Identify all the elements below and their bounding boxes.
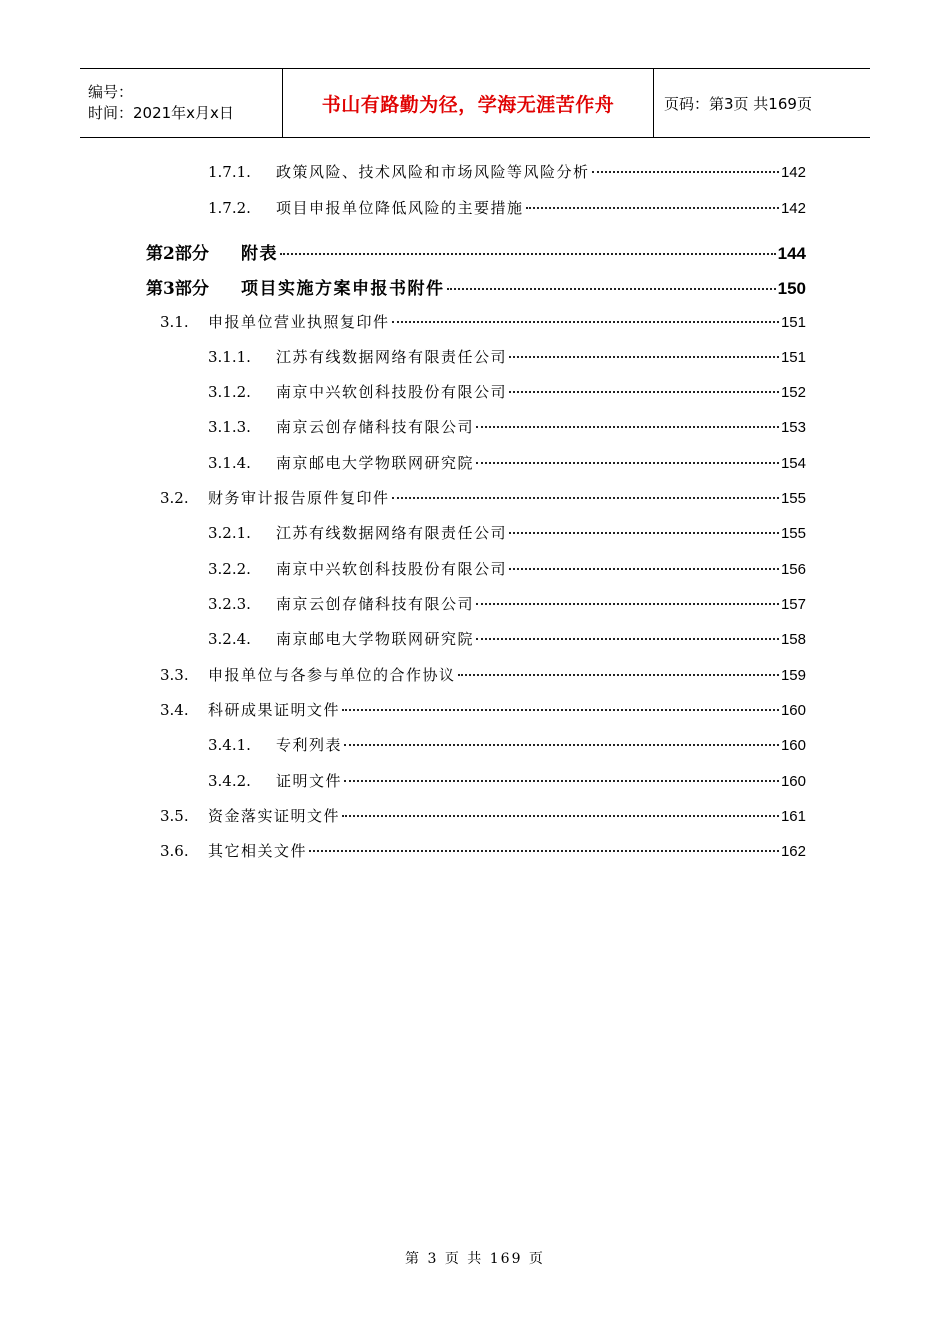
toc-entry[interactable] xyxy=(208,161,806,182)
toc-entry-label: 南京邮电大学物联网研究院 xyxy=(276,454,475,472)
toc-entry-page: 157 xyxy=(780,596,806,613)
toc-entry-number: 3.4. xyxy=(160,701,189,719)
toc-leader-dots xyxy=(509,391,779,393)
toc-entry-number: 3.1.1. xyxy=(208,348,251,366)
toc-entry-page: 159 xyxy=(780,667,806,684)
toc-leader-dots xyxy=(392,321,779,323)
toc-leader-dots xyxy=(342,709,779,711)
toc-entry-page: 152 xyxy=(780,384,806,401)
toc-leader-dots xyxy=(476,638,779,640)
toc-leader-dots xyxy=(476,426,779,428)
toc-entry-number: 1.7.2. xyxy=(208,199,251,217)
toc-entry-page: 160 xyxy=(780,737,806,754)
toc-entry[interactable] xyxy=(208,558,806,579)
toc-entry-label: 南京邮电大学物联网研究院 xyxy=(276,630,475,648)
toc-entry-label: 南京云创存储科技有限公司 xyxy=(276,418,475,436)
toc-entry-number: 3.1.3. xyxy=(208,418,251,436)
toc-entry-number: 3.4.1. xyxy=(208,736,251,754)
toc-part-page: 150 xyxy=(777,279,806,298)
toc-part[interactable] xyxy=(146,239,806,264)
toc-entry-label: 专利列表 xyxy=(276,736,343,754)
toc-entry-page: 151 xyxy=(780,314,806,331)
toc-entry-page: 155 xyxy=(780,490,806,507)
toc-leader-dots xyxy=(309,850,779,852)
toc-entry-page: 158 xyxy=(780,631,806,648)
toc-entry-label: 江苏有线数据网络有限责任公司 xyxy=(276,524,508,542)
toc-entry-number: 3.2.1. xyxy=(208,524,251,542)
toc-entry-page: 153 xyxy=(780,419,806,436)
toc-entry-number: 3.2.2. xyxy=(208,560,251,578)
toc-entry-label: 南京中兴软创科技股份有限公司 xyxy=(276,383,508,401)
toc-entry[interactable] xyxy=(208,593,806,614)
toc-leader-dots xyxy=(458,674,779,676)
toc-entry-label: 项目申报单位降低风险的主要措施 xyxy=(276,199,524,217)
toc-entry-number: 3.4.2. xyxy=(208,772,251,790)
toc-leader-dots xyxy=(280,253,776,255)
code-label: 编号： xyxy=(88,83,134,101)
toc-leader-dots xyxy=(344,780,779,782)
toc-entry-page: 154 xyxy=(780,455,806,472)
toc-entry-number: 3.1.4. xyxy=(208,454,251,472)
toc-entry-page: 156 xyxy=(780,561,806,578)
toc-entry-label: 南京中兴软创科技股份有限公司 xyxy=(276,560,508,578)
toc-leader-dots xyxy=(476,603,779,605)
toc-entry-page: 142 xyxy=(780,164,806,181)
toc-entry[interactable] xyxy=(208,770,806,791)
toc-entry-page: 161 xyxy=(780,808,806,825)
toc-entry[interactable] xyxy=(208,381,806,402)
toc-entry-label: 江苏有线数据网络有限责任公司 xyxy=(276,348,508,366)
toc-entry[interactable] xyxy=(208,346,806,367)
toc-entry[interactable] xyxy=(208,628,806,649)
toc-entry-number: 3.1.2. xyxy=(208,383,251,401)
toc-entry-label: 资金落实证明文件 xyxy=(208,807,341,825)
toc-part-label: 附表 xyxy=(241,244,278,264)
toc-entry[interactable] xyxy=(160,311,806,332)
page-footer: 第 3 页 共 169 页 xyxy=(405,1251,545,1267)
toc-part-number: 第2部分 xyxy=(146,244,209,264)
toc-entry[interactable] xyxy=(160,805,806,826)
toc-entry[interactable] xyxy=(160,487,806,508)
toc-entry-label: 政策风险、技术风险和市场风险等风险分析 xyxy=(276,163,590,181)
toc-entry[interactable] xyxy=(208,416,806,437)
toc-entry-number: 3.2. xyxy=(160,489,189,507)
toc-leader-dots xyxy=(592,171,779,173)
toc-entry-label: 申报单位与各参与单位的合作协议 xyxy=(208,666,456,684)
toc-entry[interactable] xyxy=(208,734,806,755)
toc-entry-number: 3.2.3. xyxy=(208,595,251,613)
toc-entry-label: 其它相关文件 xyxy=(208,842,308,860)
toc-entry-label: 科研成果证明文件 xyxy=(208,701,341,719)
toc-entry-page: 162 xyxy=(780,843,806,860)
toc-entry-page: 160 xyxy=(780,702,806,719)
toc-leader-dots xyxy=(509,356,779,358)
header-meta xyxy=(80,69,282,137)
page-header xyxy=(80,68,870,138)
toc-entry-page: 142 xyxy=(780,200,806,217)
toc-leader-dots xyxy=(509,532,779,534)
toc-leader-dots xyxy=(342,815,779,817)
toc-entry-page: 151 xyxy=(780,349,806,366)
toc-entry[interactable] xyxy=(160,699,806,720)
toc-entry-page: 155 xyxy=(780,525,806,542)
toc-entry[interactable] xyxy=(208,452,806,473)
toc-entry-page: 160 xyxy=(780,773,806,790)
toc-part[interactable] xyxy=(146,274,806,299)
toc-leader-dots xyxy=(476,462,779,464)
toc-part-label: 项目实施方案申报书附件 xyxy=(241,279,445,299)
toc-entry[interactable] xyxy=(160,840,806,861)
toc-leader-dots xyxy=(526,207,779,209)
toc-leader-dots xyxy=(509,568,779,570)
toc-entry-number: 3.1. xyxy=(160,313,189,331)
toc-leader-dots xyxy=(447,288,776,290)
toc-entry[interactable] xyxy=(208,197,806,218)
toc-entry[interactable] xyxy=(160,664,806,685)
toc-entry-number: 3.5. xyxy=(160,807,189,825)
toc-entry-label: 证明文件 xyxy=(276,772,343,790)
toc-entry-number: 3.3. xyxy=(160,666,189,684)
toc-part-number: 第3部分 xyxy=(146,279,209,299)
toc-entry-number: 1.7.1. xyxy=(208,163,251,181)
toc-leader-dots xyxy=(344,744,779,746)
toc-entry-number: 3.6. xyxy=(160,842,189,860)
toc-entry-label: 财务审计报告原件复印件 xyxy=(208,489,390,507)
toc-entry-number: 3.2.4. xyxy=(208,630,251,648)
header-page-info: 页码：第3页 共169页 xyxy=(664,94,812,113)
toc-leader-dots xyxy=(392,497,779,499)
header-motto: 书山有路勤为径，学海无涯苦作舟 xyxy=(282,69,654,137)
toc-entry-label: 南京云创存储科技有限公司 xyxy=(276,595,475,613)
toc-entry-label: 申报单位营业执照复印件 xyxy=(208,313,390,331)
toc-entry[interactable] xyxy=(208,522,806,543)
toc-part-page: 144 xyxy=(777,244,806,263)
date-label: 时间：2021年x月x日 xyxy=(88,104,234,122)
